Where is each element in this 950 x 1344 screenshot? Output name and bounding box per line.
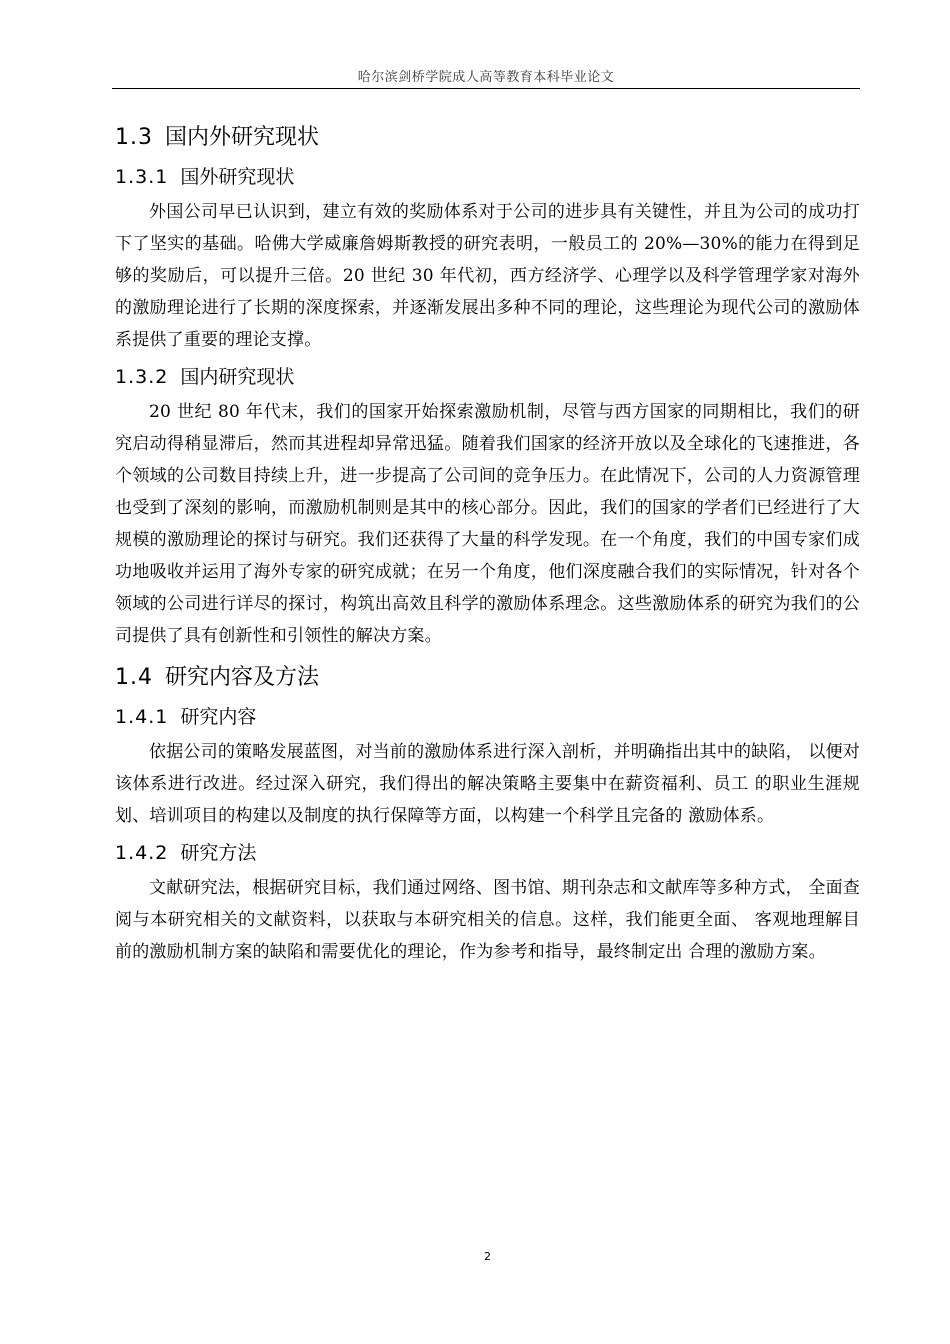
paragraph-foreign-research: 外国公司早已认识到，建立有效的奖励体系对于公司的进步具有关键性，并且为公司的成功打下了坚实的基础。哈佛大学威廉詹姆斯教授的研究表明，一般员工的 20%—30%的能力在得到足够的奖励后，可以提升三倍。20 世纪 30 年代初，西方经济学、心理学以及科学管理学家对海外的激励理论进行了长期的深度探索，并逐渐发展出多种不同的理论，这些理论为现代公司的激励体系提供了重要的理论支撑。 [115,202,860,350]
section-heading-1-4-1 [115,702,860,732]
running-header: 哈尔滨剑桥学院成人高等教育本科毕业论文 [357,70,615,85]
section-heading-1-4 [115,662,860,694]
section-heading-1-3 [115,122,860,154]
section-heading-1-4-2 [115,838,860,868]
page-content [115,112,860,972]
section-heading-1-3-1 [115,162,860,192]
section-heading-1-3-2 [115,362,860,392]
section-title: 研究内容及方法 [165,665,320,690]
section-title: 研究内容 [180,706,257,728]
paragraph-research-content: 依据公司的策略发展蓝图，对当前的激励体系进行深入剖析，并明确指出其中的缺陷， 以便对该体系进行改进。经过深入研究，我们得出的解决策略主要集中在薪资福利、员工 的职业生涯规划、培训项目的构建以及制度的执行保障等方面，以构建一个科学且完备的 激励体系。 [115,742,860,826]
section-number: 1.3.2 [115,366,169,388]
section-number: 1.4 [115,665,153,690]
section-title: 国内外研究现状 [165,125,320,150]
section-number: 1.4.1 [115,706,169,728]
paragraph-domestic-research: 20 世纪 80 年代末，我们的国家开始探索激励机制，尽管与西方国家的同期相比，我们的研究启动得稍显滞后，然而其进程却异常迅猛。随着我们国家的经济开放以及全球化的飞速推进，各个领域的公司数目持续上升，进一步提高了公司间的竞争压力。在此情况下，公司的人力资源管理也受到了深刻的影响，而激励机制则是其中的核心部分。因此，我们的国家的学者们已经进行了大规模的激励理论的探讨与研究。我们还获得了大量的科学发现。在一个角度，我们的中国专家们成功地吸收并运用了海外专家的研究成就；在另一个角度，他们深度融合我们的实际情况，针对各个领域的公司进行详尽的探讨，构筑出高效且科学的激励体系理念。这些激励体系的研究为我们的公司提供了具有创新性和引领性的解决方案。 [115,402,860,646]
section-title: 研究方法 [180,842,257,864]
section-number: 1.4.2 [115,842,169,864]
section-title: 国内研究现状 [180,366,295,388]
page-number: 2 [484,1250,491,1263]
section-number: 1.3 [115,125,153,150]
section-title: 国外研究现状 [180,166,295,188]
section-number: 1.3.1 [115,166,169,188]
paragraph-research-method: 文献研究法，根据研究目标，我们通过网络、图书馆、期刊杂志和文献库等多种方式， 全面查阅与本研究相关的文献资料，以获取与本研究相关的信息。这样，我们能更全面、 客观地理解目前的激励机制方案的缺陷和需要优化的理论，作为参考和指导，最终制定出 合理的激励方案。 [115,878,860,962]
header-rule [112,88,860,89]
